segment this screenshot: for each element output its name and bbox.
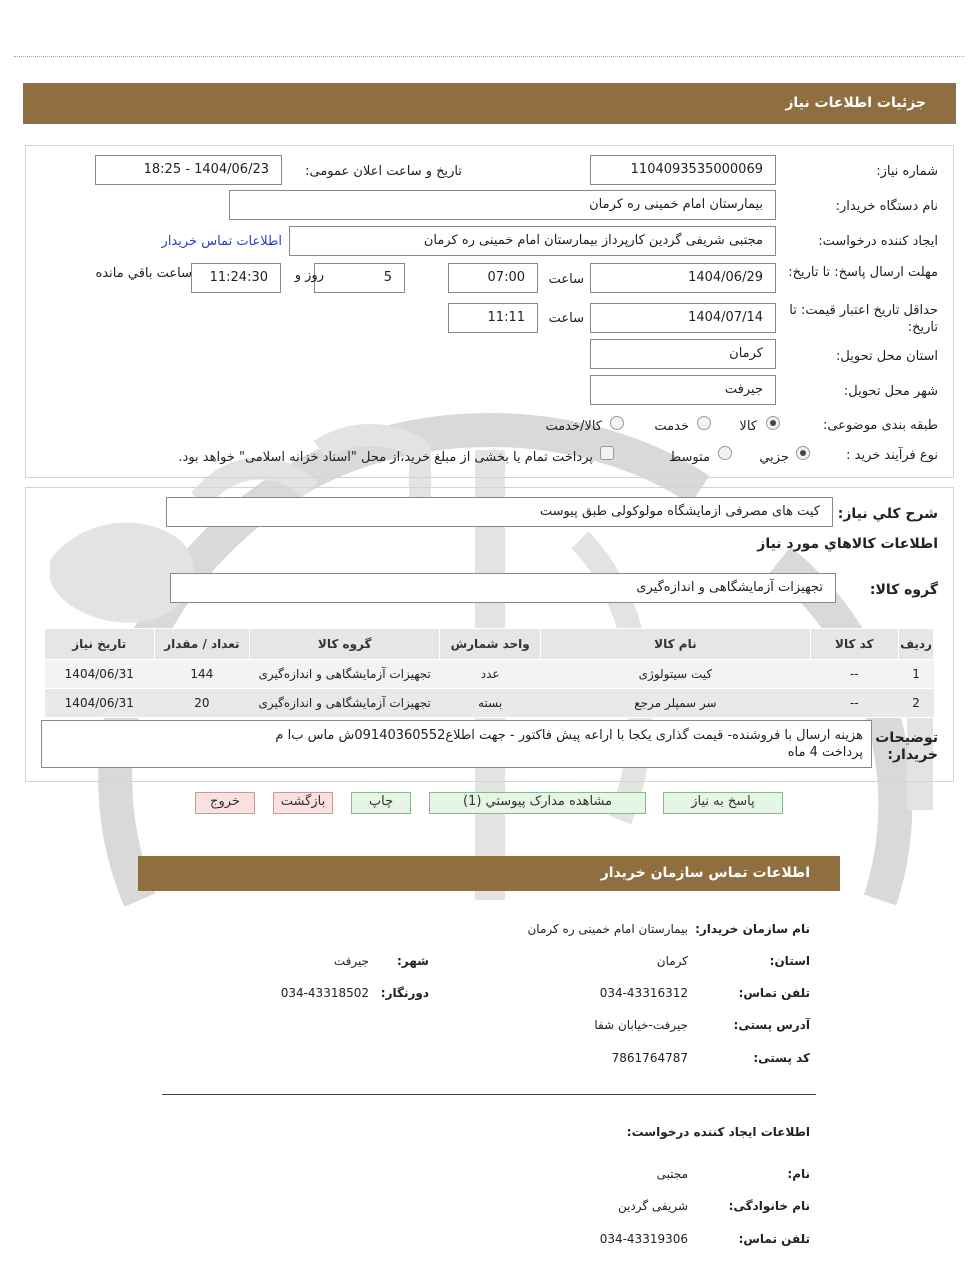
deadline-time-field: 07:00: [448, 263, 538, 293]
col-date: تاريخ نياز: [45, 629, 155, 660]
cell-date: 1404/06/31: [45, 689, 155, 718]
requester-field: مجتبی شریفی گردین کارپرداز بیمارستان امام خمینی ره کرمان: [289, 226, 776, 256]
contact-divider: [162, 1094, 816, 1095]
goods-table: [44, 628, 934, 718]
back-button[interactable]: بازگشت: [273, 792, 333, 814]
category-option-goods-service: کالا/خدمت: [545, 419, 602, 434]
creator-first-name-value: مجتبی: [656, 1167, 688, 1181]
category-radio-goods-service[interactable]: [610, 416, 624, 430]
cell-date: 1404/06/31: [45, 660, 155, 689]
col-unit: واحد شمارش: [440, 629, 541, 660]
requester-label: ایجاد کننده درخواست:: [818, 234, 938, 249]
cell-group: تجهیزات آزمایشگاهی و اندازه‌گیری: [250, 689, 440, 718]
category-radio-goods[interactable]: [766, 416, 780, 430]
contact-org-value: بیمارستان امام خمینی ره کرمان: [527, 922, 688, 936]
creator-first-name-label: نام:: [787, 1167, 810, 1181]
col-qty: تعداد / مقدار: [154, 629, 250, 660]
goods-group-label: گروه کالا:: [869, 582, 938, 598]
contact-header: اطلاعات تماس سازمان خريدار: [138, 856, 840, 891]
buyer-contact-link[interactable]: اطلاعات تماس خریدار: [161, 234, 282, 249]
cell-unit: عدد: [440, 660, 541, 689]
view-attachments-button[interactable]: مشاهده مدارک پيوستي (1): [429, 792, 646, 814]
days-label: روز و: [294, 268, 324, 283]
table-row: [45, 660, 934, 689]
goods-group-field: تجهیزات آزمایشگاهی و اندازه‌گیری: [170, 573, 836, 603]
city-field: جیرفت: [590, 375, 776, 405]
buyer-org-field: بیمارستان امام خمینی ره کرمان: [229, 190, 776, 220]
creator-last-name-label: نام خانوادگی:: [728, 1199, 810, 1213]
category-option-service: خدمت: [654, 419, 689, 434]
contact-address-label: آدرس پستی:: [733, 1018, 810, 1032]
buyer-notes-line2: پرداخت 4 ماه: [787, 745, 863, 760]
validity-date-field: 1404/07/14: [590, 303, 776, 333]
contact-org-label: نام سازمان خریدار:: [695, 922, 810, 936]
col-name: نام کالا: [541, 629, 810, 660]
page-header: جزئیات اطلاعات نیاز: [23, 83, 956, 124]
treasury-payment-note: پرداخت تمام یا بخشی از مبلغ خرید،از محل "اسناد خزانه اسلامی" خواهد بود.: [178, 450, 593, 465]
province-label: استان محل تحویل:: [836, 349, 938, 364]
creator-last-name-value: شریفی گردین: [617, 1199, 688, 1213]
table-header-row: [45, 629, 934, 660]
col-code: کد کالا: [810, 629, 898, 660]
cell-code: --: [810, 689, 898, 718]
exit-button[interactable]: خروج: [195, 792, 255, 814]
process-radio-medium[interactable]: [718, 446, 732, 460]
goods-info-title: اطلاعات کالاهاي مورد نياز: [757, 536, 938, 552]
contact-fax-value: 034-43318502: [280, 986, 369, 1000]
contact-city-label: شهر:: [397, 954, 429, 968]
category-label: طبقه بندی موضوعی:: [822, 418, 938, 433]
col-row: رديف: [899, 629, 934, 660]
creator-title: اطلاعات ایجاد کننده درخواست:: [626, 1125, 810, 1139]
need-number-field: 1104093535000069: [590, 155, 776, 185]
creator-phone-value: 034-43319306: [599, 1232, 688, 1246]
cell-name: سر سمپلر مرجع: [541, 689, 810, 718]
print-button[interactable]: چاپ: [351, 792, 411, 814]
province-field: کرمان: [590, 339, 776, 369]
contact-postal-label: کد پستی:: [753, 1051, 810, 1065]
top-divider: [14, 56, 964, 57]
summary-label: شرح کلي نياز:: [837, 506, 938, 522]
category-radio-service[interactable]: [697, 416, 711, 430]
city-label: شهر محل تحویل:: [843, 384, 938, 399]
treasury-payment-checkbox[interactable]: [600, 446, 614, 460]
buyer-notes-label: توضيحات خريدار:: [875, 730, 938, 763]
validity-label: حداقل تاریخ اعتبار قیمت: تا تاریخ:: [789, 303, 938, 335]
contact-phone-value: 034-43316312: [599, 986, 688, 1000]
announce-field: 1404/06/23 - 18:25: [95, 155, 282, 185]
need-number-label: شماره نیاز:: [876, 164, 938, 179]
table-row: [45, 689, 934, 718]
contact-phone-label: تلفن تماس:: [738, 986, 810, 1000]
deadline-hour-label: ساعت: [548, 272, 584, 287]
cell-row: 1: [899, 660, 934, 689]
process-option-medium: متوسط: [669, 450, 710, 465]
category-option-goods: کالا: [739, 419, 757, 434]
cell-code: --: [810, 660, 898, 689]
contact-postal-value: 7861764787: [611, 1051, 688, 1065]
announce-label: تاریخ و ساعت اعلان عمومی:: [305, 164, 462, 179]
col-group: گروه کالا: [250, 629, 440, 660]
cell-unit: بسته: [440, 689, 541, 718]
buyer-org-label: نام دستگاه خریدار:: [835, 199, 938, 214]
cell-row: 2: [899, 689, 934, 718]
cell-group: تجهیزات آزمایشگاهی و اندازه‌گیری: [250, 660, 440, 689]
days-field: 5: [314, 263, 405, 293]
process-option-minor: جزيي: [759, 450, 789, 465]
validity-time-field: 11:11: [448, 303, 538, 333]
cell-qty: 20: [154, 689, 250, 718]
contact-city-value: جیرفت: [333, 954, 369, 968]
contact-address-value: جیرفت-خیابان شفا: [594, 1018, 688, 1032]
contact-province-label: استان:: [769, 954, 810, 968]
validity-hour-label: ساعت: [548, 311, 584, 326]
deadline-label: مهلت ارسال پاسخ: تا تاریخ:: [788, 265, 938, 280]
creator-phone-label: تلفن تماس:: [738, 1232, 810, 1246]
process-label: نوع فرآیند خرید :: [846, 448, 938, 463]
buyer-notes-line1: هزینه ارسال با فروشنده- قیمت گذاری یکجا با اراعه پیش فاکتور - جهت اطلاع09140360552ش ماس ب‌ا م: [275, 728, 863, 743]
remaining-label: ساعت باقي مانده: [95, 266, 192, 281]
deadline-date-field: 1404/06/29: [590, 263, 776, 293]
cell-name: کیت سیتولوژی: [541, 660, 810, 689]
cell-qty: 144: [154, 660, 250, 689]
remaining-time-field: 11:24:30: [191, 263, 281, 293]
contact-fax-label: دورنگار:: [380, 986, 429, 1000]
buyer-notes-box: [41, 720, 872, 768]
summary-field: کیت های مصرفی ازمایشگاه مولوکولی طبق پیوست: [166, 497, 833, 527]
reply-button[interactable]: پاسخ به نياز: [663, 792, 783, 814]
process-radio-minor[interactable]: [796, 446, 810, 460]
contact-province-value: کرمان: [656, 954, 688, 968]
